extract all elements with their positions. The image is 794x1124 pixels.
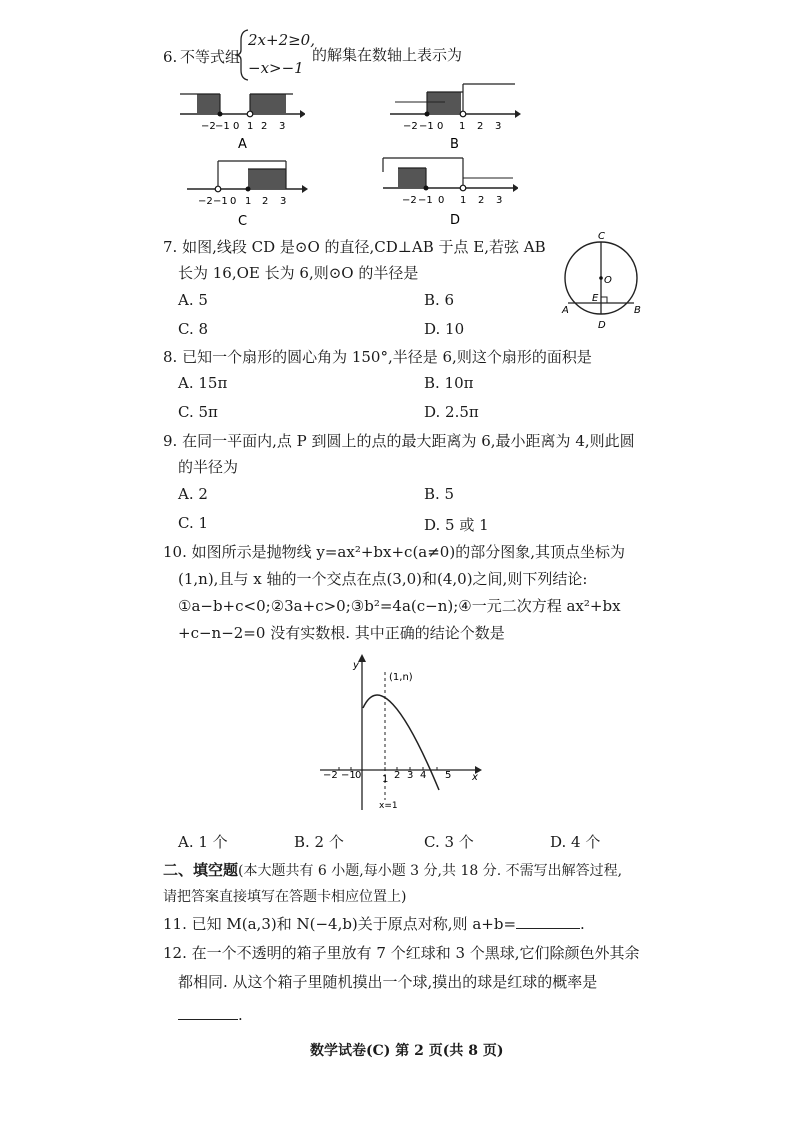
q6-option-b-label: B	[450, 137, 459, 152]
tick-label: −1	[418, 195, 433, 206]
x-tick-label: 1	[382, 774, 389, 785]
q11-text: 11. 已知 M(a,3)和 N(−4,b)关于原点对称,则 a+b=	[163, 915, 517, 933]
x-tick-label: 2	[394, 770, 401, 781]
q12-answer-blank	[178, 1004, 238, 1020]
q12-line3	[178, 1004, 243, 1025]
tick-label: 1	[245, 196, 252, 207]
q12-line1: 12. 在一个不透明的箱子里放有 7 个红球和 3 个黑球,它们除颜色外其余	[163, 944, 640, 962]
q7-line1: 7. 如图,线段 CD 是⊙O 的直径,CD⊥AB 于点 E,若弦 AB	[163, 238, 546, 256]
x-tick-label: −1	[341, 770, 356, 781]
q6-option-c-numberline	[182, 155, 312, 231]
q6-suffix: 的解集在数轴上表示为	[312, 46, 463, 64]
tick-label: −2	[402, 195, 417, 206]
vertex-label: (1,n)	[389, 672, 413, 683]
tick-label: −2	[198, 196, 213, 207]
q6-prefix: 不等式组	[180, 48, 241, 66]
tick-label: 3	[279, 121, 286, 132]
q9-option-a: A. 2	[178, 485, 208, 503]
q6-ineq1: 2x+2≥0,	[248, 31, 315, 49]
tick-label: −2	[201, 121, 216, 132]
q7-option-c: C. 8	[178, 320, 209, 338]
q8-option-c: C. 5π	[178, 403, 218, 421]
tick-label: 0	[437, 121, 444, 132]
q7-option-b: B. 6	[424, 291, 455, 309]
parabola-curve	[363, 695, 439, 790]
q6-number: 6.	[163, 48, 178, 66]
tick-label: 3	[495, 121, 502, 132]
x-tick-label: 0	[355, 770, 362, 781]
q6-option-b-numberline	[385, 78, 525, 154]
q6-ineq2: −x>−1	[248, 59, 304, 77]
tick-label: 0	[230, 196, 237, 207]
tick-label: −2	[403, 121, 418, 132]
q9-line1: 9. 在同一平面内,点 P 到圆上的点的最大距离为 6,最小距离为 4,则此圆	[163, 432, 635, 450]
x-tick-label: 5	[445, 770, 452, 781]
fig-label-d: D	[598, 320, 606, 331]
tick-label: −1	[213, 196, 228, 207]
x-tick-label: 4	[420, 770, 427, 781]
q11-answer-blank	[516, 913, 580, 929]
fig-label-o: O	[604, 275, 612, 286]
y-axis-label: y	[353, 660, 359, 671]
section2-desc2: 请把答案直接填写在答题卡相应位置上)	[163, 889, 407, 905]
section2-title: 二、填空题	[163, 861, 239, 879]
section2-header	[163, 859, 622, 880]
fig-label-b: B	[634, 305, 641, 316]
tick-label: 1	[459, 121, 466, 132]
q10-option-d: D. 4 个	[550, 833, 601, 851]
q9-option-d: D. 5 或 1	[424, 516, 489, 534]
q7-circle-figure	[558, 226, 648, 336]
q9-option-b: B. 5	[424, 485, 455, 503]
q10-line1: 10. 如图所示是抛物线 y=ax²+bx+c(a≠0)的部分图象,其顶点坐标为	[163, 543, 625, 561]
x-axis-label: x	[472, 772, 478, 783]
page-footer: 数学试卷(C) 第 2 页(共 8 页)	[310, 1043, 504, 1059]
q6-option-d-label: D	[450, 213, 461, 228]
q10-option-c: C. 3 个	[424, 833, 474, 851]
x-tick-label: 3	[407, 770, 414, 781]
q11-line	[163, 913, 585, 934]
symmetry-axis-label: x=1	[379, 801, 398, 811]
q7-option-a: A. 5	[178, 291, 208, 309]
q12-end: .	[238, 1006, 243, 1024]
q8-option-b: B. 10π	[424, 374, 474, 392]
q8-option-a: A. 15π	[178, 374, 228, 392]
q7-line2: 长为 16,OE 长为 6,则⊙O 的半径是	[178, 264, 419, 282]
section2-desc1: (本大题共有 6 小题,每小题 3 分,共 18 分. 不需写出解答过程,	[238, 863, 623, 879]
tick-label: 2	[477, 121, 484, 132]
q10-line4: +c−n−2=0 没有实数根. 其中正确的结论个数是	[178, 624, 505, 642]
x-tick-label: −2	[323, 770, 338, 781]
q10-option-a: A. 1 个	[178, 833, 228, 851]
q9-line2: 的半径为	[178, 458, 239, 476]
fig-label-a: A	[562, 305, 569, 316]
tick-label: 3	[280, 196, 287, 207]
fig-label-c: C	[598, 231, 605, 242]
tick-label: −1	[419, 121, 434, 132]
q10-parabola-graph	[315, 650, 485, 815]
q8-text: 8. 已知一个扇形的圆心角为 150°,半径是 6,则这个扇形的面积是	[163, 348, 592, 366]
q8-option-d: D. 2.5π	[424, 403, 479, 421]
tick-label: 2	[478, 195, 485, 206]
q6-option-a-numberline	[175, 84, 305, 154]
tick-label: 2	[262, 196, 269, 207]
q9-option-c: C. 1	[178, 514, 209, 532]
q6-option-a-label: A	[238, 137, 247, 152]
q10-line3: ①a−b+c<0;②3a+c>0;③b²=4a(c−n);④一元二次方程 ax²+bx	[178, 597, 621, 615]
tick-label: 0	[233, 121, 240, 132]
tick-label: 2	[261, 121, 268, 132]
q7-option-d: D. 10	[424, 320, 465, 338]
tick-label: 3	[496, 195, 503, 206]
q11-end: .	[580, 915, 585, 933]
q6-option-c-label: C	[238, 214, 248, 229]
tick-label: 1	[460, 195, 467, 206]
q10-line2: (1,n),且与 x 轴的一个交点在点(3,0)和(4,0)之间,则下列结论:	[178, 570, 588, 588]
q6-option-d-numberline	[378, 150, 518, 230]
tick-label: 1	[247, 121, 254, 132]
q10-option-b: B. 2 个	[294, 833, 344, 851]
tick-label: 0	[438, 195, 445, 206]
tick-label: −1	[215, 121, 230, 132]
q12-line2: 都相同. 从这个箱子里随机摸出一个球,摸出的球是红球的概率是	[178, 973, 598, 991]
fig-label-e: E	[592, 293, 599, 304]
